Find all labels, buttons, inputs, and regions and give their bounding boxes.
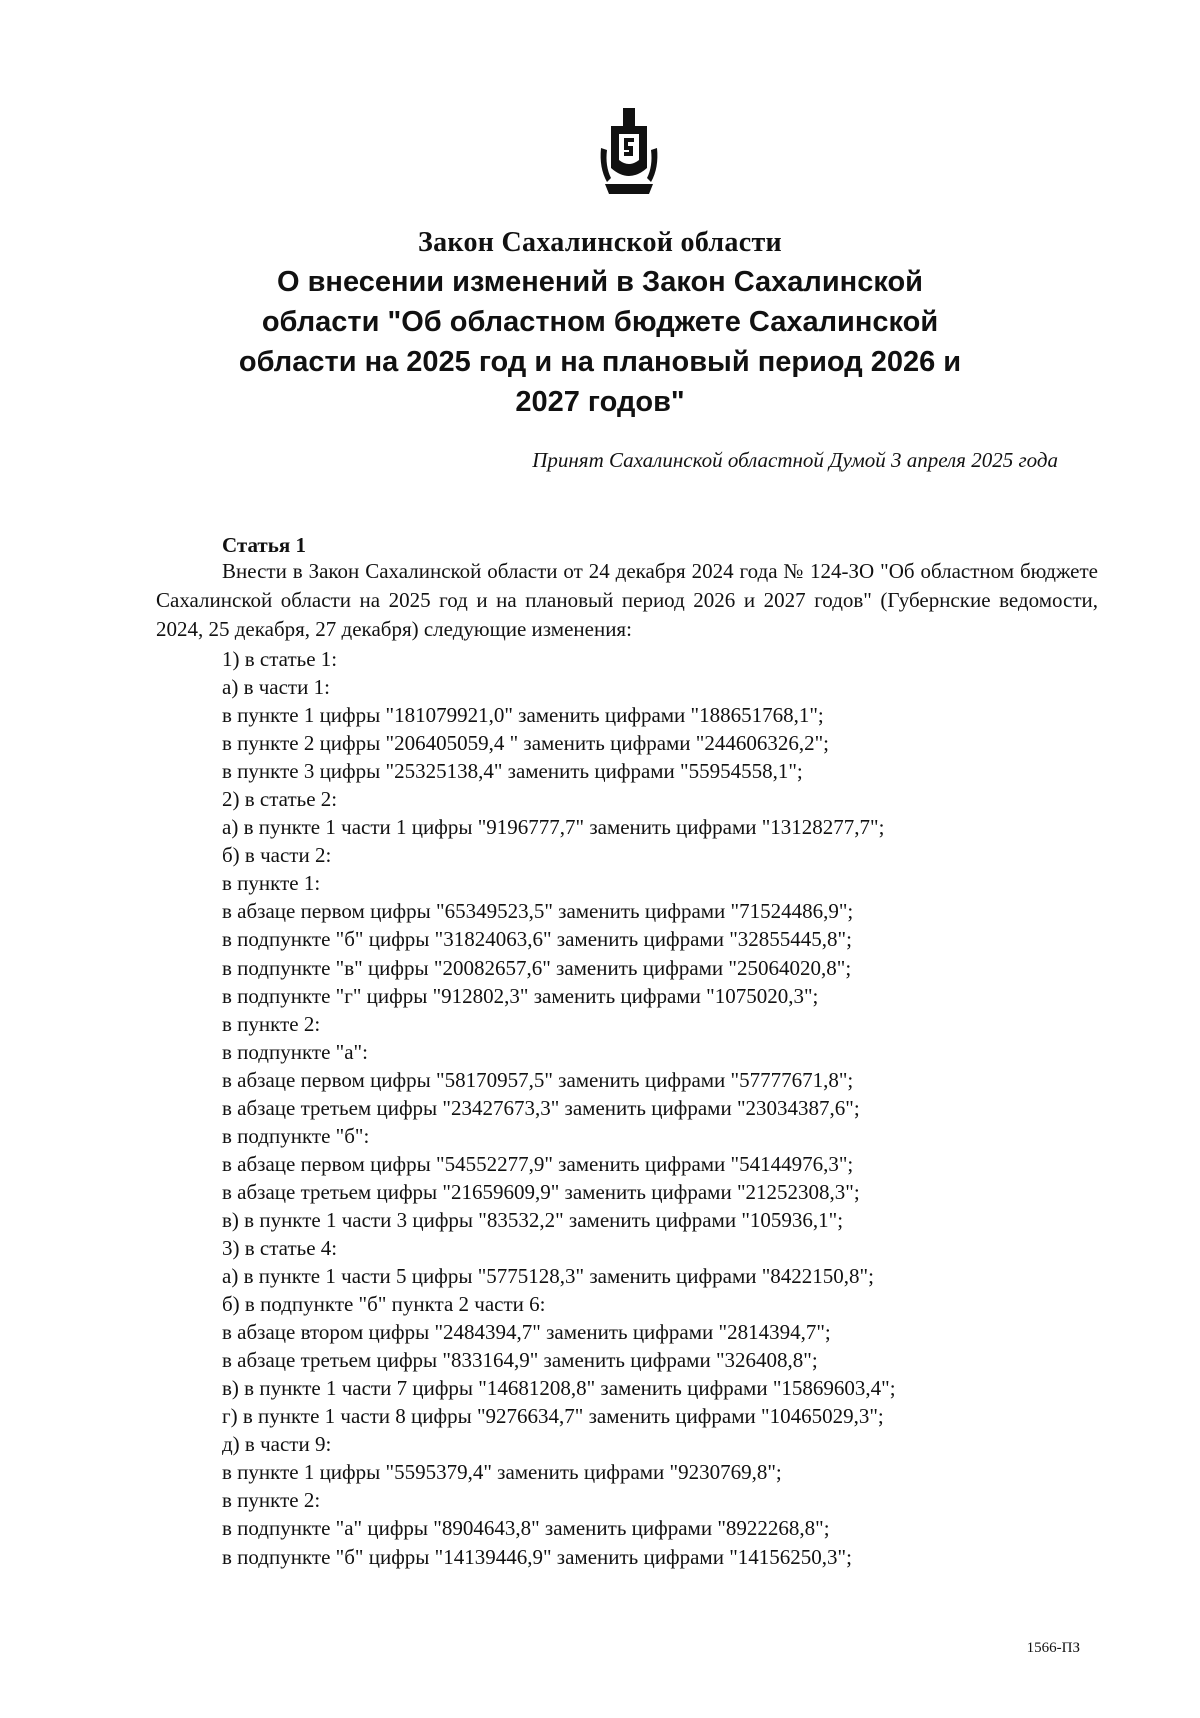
list-item: в пункте 2 цифры "206405059,4 " заменить цифрами "244606326,2"; [222,731,830,756]
list-item: в подпункте "а": [222,1039,368,1064]
list-item: в подпункте "б" цифры "31824063,6" заменить цифрами "32855445,8"; [222,927,852,952]
list-item: в подпункте "г" цифры "912802,3" заменить цифрами "1075020,3"; [222,983,819,1008]
list-item: в абзаце первом цифры "65349523,5" заменить цифрами "71524486,9"; [222,899,854,924]
list-item: в абзаце втором цифры "2484394,7" заменить цифрами "2814394,7"; [222,1320,831,1345]
document-title [160,225,1040,421]
list-item: а) в части 1: [222,675,330,700]
list-item: в абзаце третьем цифры "23427673,3" заменить цифрами "23034387,6"; [222,1095,860,1120]
list-item: в подпункте "в" цифры "20082657,6" заменить цифрами "25064020,8"; [222,955,852,980]
list-item: в подпункте "а" цифры "8904643,8" заменить цифрами "8922268,8"; [222,1516,830,1541]
list-item: в абзаце третьем цифры "21659609,9" заменить цифрами "21252308,3"; [222,1179,860,1204]
coat-of-arms-emblem [597,108,661,198]
list-item: в абзаце первом цифры "58170957,5" заменить цифрами "57777671,8"; [222,1067,854,1092]
list-item: в пункте 2: [222,1011,321,1036]
list-item: в пункте 2: [222,1488,321,1513]
title-line: 2027 годов" [515,386,685,418]
list-item: в пункте 1 цифры "5595379,4" заменить цифрами "9230769,8"; [222,1460,782,1485]
list-item: д) в части 9: [222,1432,332,1457]
list-item: в подпункте "б": [222,1123,370,1148]
list-item: в) в пункте 1 части 7 цифры "14681208,8" заменить цифрами "15869603,4"; [222,1376,896,1401]
list-item: 1) в статье 1: [222,647,338,671]
list-item: а) в пункте 1 части 1 цифры "9196777,7" заменить цифрами "13128277,7"; [222,815,885,840]
title-line: О внесении изменений в Закон Сахалинской [276,266,923,298]
list-item: в абзаце первом цифры "54552277,9" заменить цифрами "54144976,3"; [222,1151,854,1176]
intro-paragraph: Внести в Закон Сахалинской области от 24 декабря 2024 года № 124-ЗО "Об областном бюджете Сахалинской области на 2025 год и на плановый период 2026 и 2027 годов" (Губернские ведомости, 2024, 25 декабря, 27 декабря) следующие изменения: [156,559,1098,641]
title-line: области на 2025 год и на плановый период 2026 и [238,346,962,378]
list-item: в подпункте "б" цифры "14139446,9" заменить цифрами "14156250,3"; [222,1544,852,1569]
list-item: в пункте 3 цифры "25325138,4" заменить цифрами "55954558,1"; [222,759,803,784]
list-item: 3) в статье 4: [222,1235,338,1260]
title-line: области "Об областном бюджете Сахалинской [261,306,939,338]
list-item: 2) в статье 2: [222,787,338,812]
adoption-note: Принят Сахалинской областной Думой 3 апреля 2025 года [532,448,1058,472]
list-item: в пункте 1: [222,871,321,896]
title-law-name: Закон Сахалинской области [418,227,782,258]
amendment-list [222,645,1102,1571]
list-item: б) в части 2: [222,843,332,868]
list-item: а) в пункте 1 части 5 цифры "5775128,3" заменить цифрами "8422150,8"; [222,1264,874,1289]
article-heading: Статья 1 [222,533,306,557]
list-item: в пункте 1 цифры "181079921,0" заменить цифрами "188651768,1"; [222,703,824,728]
list-item: б) в подпункте "б" пункта 2 части 6: [222,1292,546,1317]
page-code: 1566-ПЗ [1026,1640,1080,1656]
list-item: в) в пункте 1 части 3 цифры "83532,2" заменить цифрами "105936,1"; [222,1207,844,1232]
list-item: г) в пункте 1 части 8 цифры "9276634,7" заменить цифрами "10465029,3"; [222,1404,884,1429]
list-item: в абзаце третьем цифры "833164,9" заменить цифрами "326408,8"; [222,1348,818,1373]
